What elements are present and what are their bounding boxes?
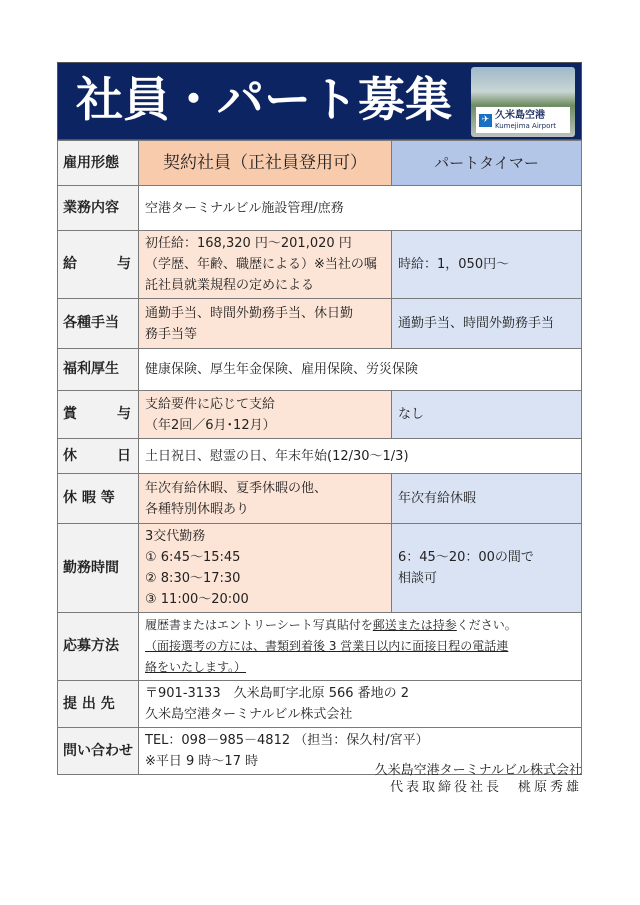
label-submit: 提 出 先 — [58, 681, 139, 728]
part-timer-header: パートタイマー — [392, 141, 582, 186]
airport-sign-texts — [495, 110, 556, 131]
text-line: 相談可 — [398, 571, 438, 586]
leave-part: 年次有給休暇 — [392, 474, 582, 524]
text-line: ください。 — [456, 618, 517, 632]
row-bonus — [58, 391, 582, 439]
airport-sign-text: 久米島空港 — [495, 109, 545, 121]
text-line: 6：45～20：00の間で — [398, 550, 534, 565]
text-line: 3交代勤務 — [145, 529, 206, 544]
text-line: TEL：098－985－4812 （担当：保久村/宮平） — [145, 733, 429, 748]
representative-name: 代表取締役社長 桃原秀雄 — [389, 780, 582, 795]
text-line: （面接選考の方には、書類到着後 3 営業日以内に面接日程の電話連 — [145, 639, 509, 653]
label-business: 業務内容 — [58, 186, 139, 231]
row-submit — [58, 681, 582, 728]
title-banner — [57, 62, 582, 140]
label-part: 給 — [63, 256, 77, 272]
label-leave: 休 暇 等 — [58, 474, 139, 524]
text-line: 託社員就業規程の定めによる — [145, 278, 315, 293]
salary-contract — [139, 231, 392, 299]
label-part: 日 — [117, 447, 131, 464]
text-line: 久米島空港ターミナルビル株式会社 — [145, 707, 353, 722]
row-apply — [58, 613, 582, 681]
hours-contract — [139, 524, 392, 613]
row-business — [58, 186, 582, 231]
text-line: 履歴書またはエントリーシート写真貼付を — [145, 618, 373, 632]
label-apply: 応募方法 — [58, 613, 139, 681]
bonus-contract — [139, 391, 392, 439]
business-value: 空港ターミナルビル施設管理/庶務 — [139, 186, 582, 231]
salary-part: 時給：1，050円～ — [392, 231, 582, 299]
bonus-part: なし — [392, 391, 582, 439]
airplane-icon: ✈ — [479, 114, 492, 127]
leave-contract — [139, 474, 392, 524]
text-line: 支給要件に応じて支給 — [145, 396, 276, 412]
holiday-value: 土日祝日、慰霊の日、年末年始(12/30～1/3) — [139, 439, 582, 474]
label-salary — [58, 231, 139, 299]
label-welfare: 福利厚生 — [58, 349, 139, 391]
welfare-value: 健康保険、厚生年金保険、雇用保険、労災保険 — [139, 349, 582, 391]
footer-signature — [375, 762, 582, 796]
text-line: 絡をいたします。） — [145, 660, 247, 674]
airport-sign — [476, 107, 570, 133]
text-line: 各種特別休暇あり — [145, 501, 250, 517]
text-line: 務手当等 — [145, 326, 198, 342]
text-line: 年次有給休暇、夏季休暇の他、 — [145, 480, 328, 496]
label-part: 与 — [117, 406, 131, 422]
text-line: 初任給：168,320 円～201,020 円 — [145, 236, 352, 251]
text-line: 通勤手当、時間外勤務手当、休日勤 — [145, 305, 354, 321]
row-welfare — [58, 349, 582, 391]
row-holiday — [58, 439, 582, 474]
text-line: ③ 11:00～20:00 — [145, 592, 249, 607]
label-allowance: 各種手当 — [58, 299, 139, 349]
allowance-part: 通勤手当、時間外勤務手当 — [392, 299, 582, 349]
emphasis-text: 郵送または持参 — [372, 618, 457, 632]
label-employment-type: 雇用形態 — [58, 141, 139, 186]
text-line: ① 6:45～15:45 — [145, 550, 241, 565]
job-table — [57, 140, 582, 775]
label-contact: 問い合わせ — [58, 728, 139, 775]
apply-value — [139, 613, 582, 681]
text-line: ※平日 9 時～17 時 — [145, 754, 259, 769]
text-line: （学歴、年齢、職歴による）※当社の嘱 — [145, 257, 377, 272]
airport-photo — [471, 67, 575, 137]
text-line: （年2回／6月･12月） — [145, 417, 276, 433]
row-salary — [58, 231, 582, 299]
company-name: 久米島空港ターミナルビル株式会社 — [374, 763, 582, 778]
row-allowance — [58, 299, 582, 349]
airport-sign-text-en: Kumejima Airport — [495, 121, 556, 130]
label-part: 賞 — [63, 406, 77, 422]
submit-value — [139, 681, 582, 728]
label-holiday — [58, 439, 139, 474]
row-hours — [58, 524, 582, 613]
contract-employee-header: 契約社員（正社員登用可） — [139, 141, 392, 186]
text-line: ② 8:30～17:30 — [145, 571, 241, 586]
label-hours: 勤務時間 — [58, 524, 139, 613]
allowance-contract — [139, 299, 392, 349]
hours-part — [392, 524, 582, 613]
label-part: 与 — [117, 256, 131, 272]
row-leave — [58, 474, 582, 524]
label-bonus — [58, 391, 139, 439]
text-line: 〒901-3133 久米島町字北原 566 番地の 2 — [145, 686, 410, 701]
page-title: 社員・パート募集 — [76, 73, 452, 128]
label-part: 休 — [63, 447, 77, 464]
row-employment-type — [58, 141, 582, 186]
